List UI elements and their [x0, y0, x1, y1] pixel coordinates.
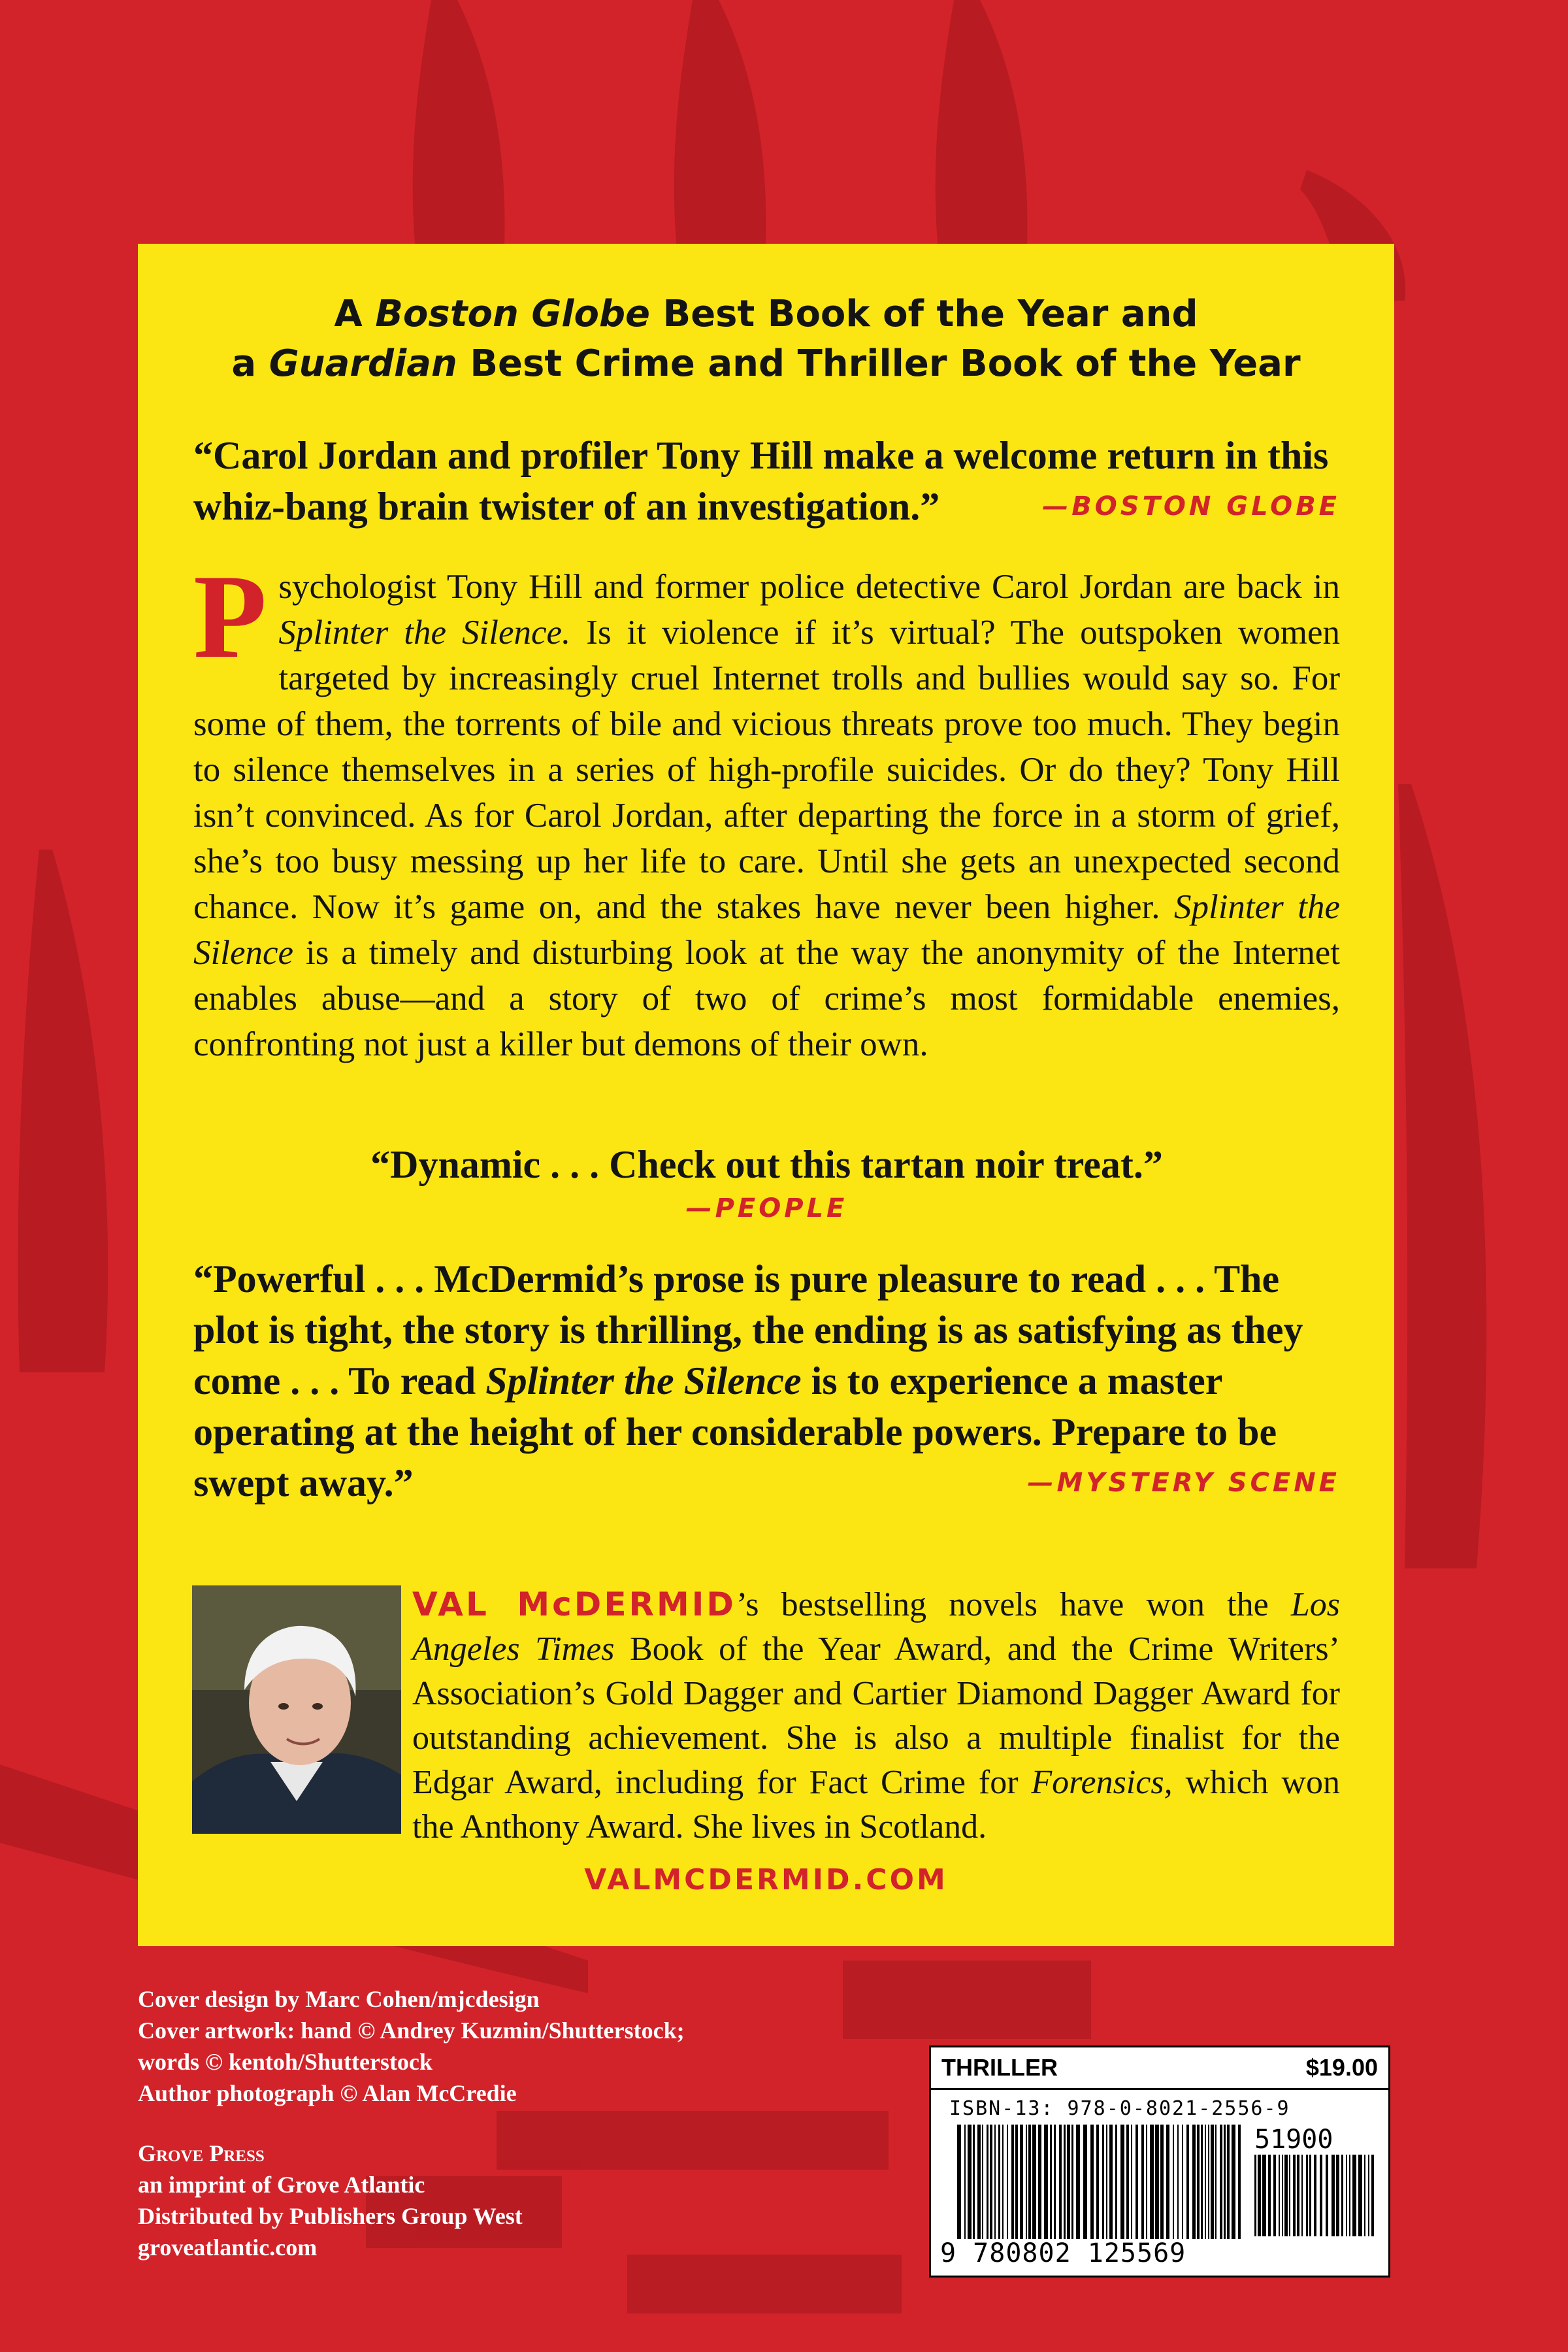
headline-text: Best Crime and Thriller Book of the Year: [457, 342, 1301, 385]
headline: [138, 290, 1394, 389]
drop-cap: P: [193, 550, 267, 683]
barcode-bar: [1371, 2155, 1374, 2236]
barcode-bar: [1135, 2125, 1138, 2239]
barcode-bar: [1166, 2125, 1169, 2239]
barcode-bar: [1309, 2155, 1311, 2236]
barcode-bar: [964, 2125, 966, 2239]
barcode-bar: [994, 2125, 996, 2239]
barcode-bar: [1155, 2125, 1159, 2239]
book-title: Splinter the Silence: [485, 1359, 802, 1402]
barcode-bar: [1368, 2155, 1369, 2236]
credit-line: an imprint of Grove Atlantic: [138, 2172, 425, 2198]
author-photo: [192, 1585, 401, 1834]
barcode-bar: [1076, 2125, 1080, 2239]
barcode-bar: [1306, 2155, 1308, 2236]
barcode-bar: [1182, 2125, 1183, 2239]
barcode-bar: [1289, 2155, 1290, 2236]
quote-attribution: —MYSTERY SCENE: [1027, 1468, 1340, 1498]
barcode-bar: [1126, 2125, 1129, 2239]
quote-text: “Carol Jordan and profiler Tony Hill make a welcome return in this whiz-bang brain twister of an investigation.”: [193, 434, 1329, 528]
headline-text: A: [334, 293, 376, 335]
genre-label: THRILLER: [941, 2054, 1058, 2081]
quote-attribution: —PEOPLE: [685, 1193, 848, 1223]
quote-text: “Powerful . . . McDermid’s prose is pure pleasure to read . . . The plot is tight, the story is thrilling, the ending is as satisfying as they come . . . To read: [193, 1257, 1303, 1402]
barcode-bar: [1314, 2155, 1316, 2236]
barcode-bar: [1205, 2125, 1206, 2239]
barcode-bar: [1120, 2125, 1124, 2239]
barcode-bar: [1284, 2155, 1288, 2236]
barcode-bar: [1262, 2155, 1266, 2236]
barcode-bar: [1232, 2125, 1235, 2239]
barcode-bar: [1102, 2125, 1104, 2239]
barcode-bar: [1208, 2125, 1209, 2239]
bio-text: Book of the Year Award, and the Crime Writers’ Association’s Gold Dagger and Cartier Diamond Dagger Award for outstanding achievement. She is also a multiple finalist for the Edgar Award, including for Fact Crime for: [412, 1631, 1340, 1801]
barcode-bar: [1192, 2125, 1196, 2239]
barcode-bar: [1326, 2155, 1328, 2236]
barcode-bar: [1336, 2155, 1339, 2236]
ean-number: 9 780802 125569: [940, 2238, 1186, 2268]
isbn-label: ISBN-13: 978-0-8021-2556-9: [949, 2097, 1290, 2120]
barcode-bar: [1220, 2125, 1222, 2239]
barcode-bar: [1131, 2125, 1132, 2239]
barcode-bar: [1032, 2125, 1036, 2239]
quote-mystery-scene: [193, 1253, 1340, 1508]
award-name: Los Angeles Times: [412, 1586, 1341, 1668]
publisher-name: Grove Press: [138, 2140, 265, 2166]
barcode-bar: [1038, 2125, 1041, 2239]
barcode-bar: [1064, 2125, 1066, 2239]
description-text: sychologist Tony Hill and former police detective Carol Jordan are back in: [278, 568, 1340, 606]
barcode-bar: [1141, 2125, 1144, 2239]
credits: [138, 1983, 726, 2263]
headline-text: a: [231, 342, 269, 385]
barcode-bar: [1215, 2125, 1217, 2239]
barcode-bar: [1273, 2155, 1276, 2236]
barcode-bar: [1044, 2125, 1048, 2239]
book-description: [193, 550, 1340, 1067]
quote-text: “Dynamic . . . Check out this tartan noir treat.”: [370, 1143, 1163, 1186]
barcode-bar: [1186, 2125, 1189, 2239]
credit-line: Distributed by Publishers Group West: [138, 2203, 523, 2229]
barcode-bar: [973, 2125, 975, 2239]
barcode-bar: [1352, 2155, 1356, 2236]
barcode-bar: [1364, 2155, 1365, 2236]
barcode-bar: [1050, 2125, 1052, 2239]
barcode-bar: [957, 2125, 961, 2239]
barcode-bar: [1331, 2155, 1335, 2236]
barcode-bar: [1026, 2125, 1027, 2239]
author-bio: [412, 1582, 1340, 1849]
bio-text: ’s bestselling novels have won the: [736, 1586, 1291, 1623]
barcode-bar: [1211, 2125, 1214, 2239]
barcode-bar: [1160, 2125, 1164, 2239]
barcode-bar: [1254, 2155, 1256, 2236]
barcode-bar: [1015, 2125, 1018, 2239]
barcode-bar: [1096, 2125, 1099, 2239]
description-text: Is it violence if it’s virtual? The outspoken women targeted by increasingly cruel Internet trolls and bullies would say so. For some of them, the torrents of bile and vicious threats prove too much. They begin to silence themselves in a series of high-profile suicides. Or do they? Tony Hill isn’t convinced. As for Carol Jordan, after departing the force in a storm of grief, she’s too busy messing up her life to care. Until she gets an unexpected second chance. Now it’s game on, and the stakes have never been higher.: [193, 614, 1340, 926]
barcode-bar: [1320, 2155, 1322, 2236]
barcode-block: [929, 2046, 1390, 2277]
description-text: is a timely and disturbing look at the way the anonymity of the Internet enables abuse—and a story of two of crime’s most formidable enemies, confronting not just a killer but demons of their own.: [193, 934, 1340, 1063]
barcode-bar: [1071, 2125, 1073, 2239]
author-website: VALMCDERMID.COM: [584, 1863, 948, 1897]
barcode-bar: [1054, 2125, 1056, 2239]
barcode-bar: [1238, 2125, 1241, 2239]
credit-line: Cover artwork: hand © Andrey Kuzmin/Shutterstock;: [138, 2017, 685, 2044]
barcode-bar: [1177, 2125, 1179, 2239]
headline-text: Best Book of the Year and: [650, 293, 1198, 335]
quote-boston-globe: [193, 430, 1340, 532]
credit-line: Author photograph © Alan McCredie: [138, 2080, 517, 2106]
barcode-bar: [1349, 2155, 1350, 2236]
author-name: VAL McDERMID: [412, 1585, 736, 1623]
book-title: Forensics,: [1031, 1764, 1173, 1801]
divider: [931, 2088, 1388, 2090]
book-title: Splinter the Silence.: [278, 614, 571, 652]
barcode-bar: [1109, 2125, 1113, 2239]
barcode-bar: [1173, 2125, 1174, 2239]
barcode-bar: [1224, 2125, 1226, 2239]
quote-text: is to experience a master operating at the height of her considerable powers. Prepare to be swept away.”: [193, 1359, 1277, 1504]
barcode-bar: [1028, 2125, 1031, 2239]
barcode-bar: [1090, 2125, 1094, 2239]
barcode-bar: [990, 2125, 992, 2239]
barcode-bar: [1011, 2125, 1014, 2239]
addon-barcode-bars: [1254, 2155, 1379, 2236]
barcode-bar: [1268, 2155, 1271, 2236]
barcode-bar: [1197, 2125, 1200, 2239]
barcode-bar: [968, 2125, 972, 2239]
credit-line: Cover design by Marc Cohen/mjcdesign: [138, 1986, 540, 2012]
barcode-bar: [1007, 2125, 1008, 2239]
barcode-bar: [1301, 2155, 1303, 2236]
barcode-bar: [1059, 2125, 1062, 2239]
barcode-bar: [1297, 2155, 1299, 2236]
barcode-bars: [957, 2125, 1245, 2239]
barcode-bar: [1150, 2125, 1154, 2239]
book-title: Splinter the Silence: [193, 888, 1340, 972]
barcode-bar: [1106, 2125, 1107, 2239]
credit-line: words © kentoh/Shutterstock: [138, 2049, 433, 2075]
text-panel: [138, 244, 1394, 1946]
headline-publication: Boston Globe: [375, 293, 651, 335]
quote-attribution: —BOSTON GLOBE: [1042, 491, 1340, 522]
barcode-bar: [1227, 2125, 1230, 2239]
barcode-bar: [1201, 2125, 1203, 2239]
price-addon-code: 51900: [1254, 2125, 1333, 2155]
barcode-bar: [987, 2125, 988, 2239]
price-label: $19.00: [1305, 2054, 1378, 2081]
barcode-bar: [1346, 2155, 1347, 2236]
barcode-bar: [1083, 2125, 1087, 2239]
barcode-bar: [1258, 2155, 1261, 2236]
barcode-bar: [982, 2125, 983, 2239]
barcode-bar: [1282, 2155, 1283, 2236]
bio-text: which won the Anthony Award. She lives in Scotland.: [412, 1764, 1340, 1846]
publisher-website: groveatlantic.com: [138, 2234, 318, 2261]
barcode-bar: [1002, 2125, 1004, 2239]
barcode-bar: [1146, 2125, 1147, 2239]
barcode-bar: [1341, 2155, 1343, 2236]
quote-people: [193, 1139, 1340, 1227]
barcode-bar: [1293, 2155, 1296, 2236]
barcode-bar: [1358, 2155, 1362, 2236]
barcode-bar: [1020, 2125, 1023, 2239]
barcode-bar: [998, 2125, 1000, 2239]
barcode-bar: [977, 2125, 981, 2239]
barcode-bar: [1067, 2125, 1070, 2239]
headline-publication: Guardian: [269, 342, 457, 385]
barcode-bar: [1115, 2125, 1117, 2239]
barcode-bar: [1279, 2155, 1280, 2236]
